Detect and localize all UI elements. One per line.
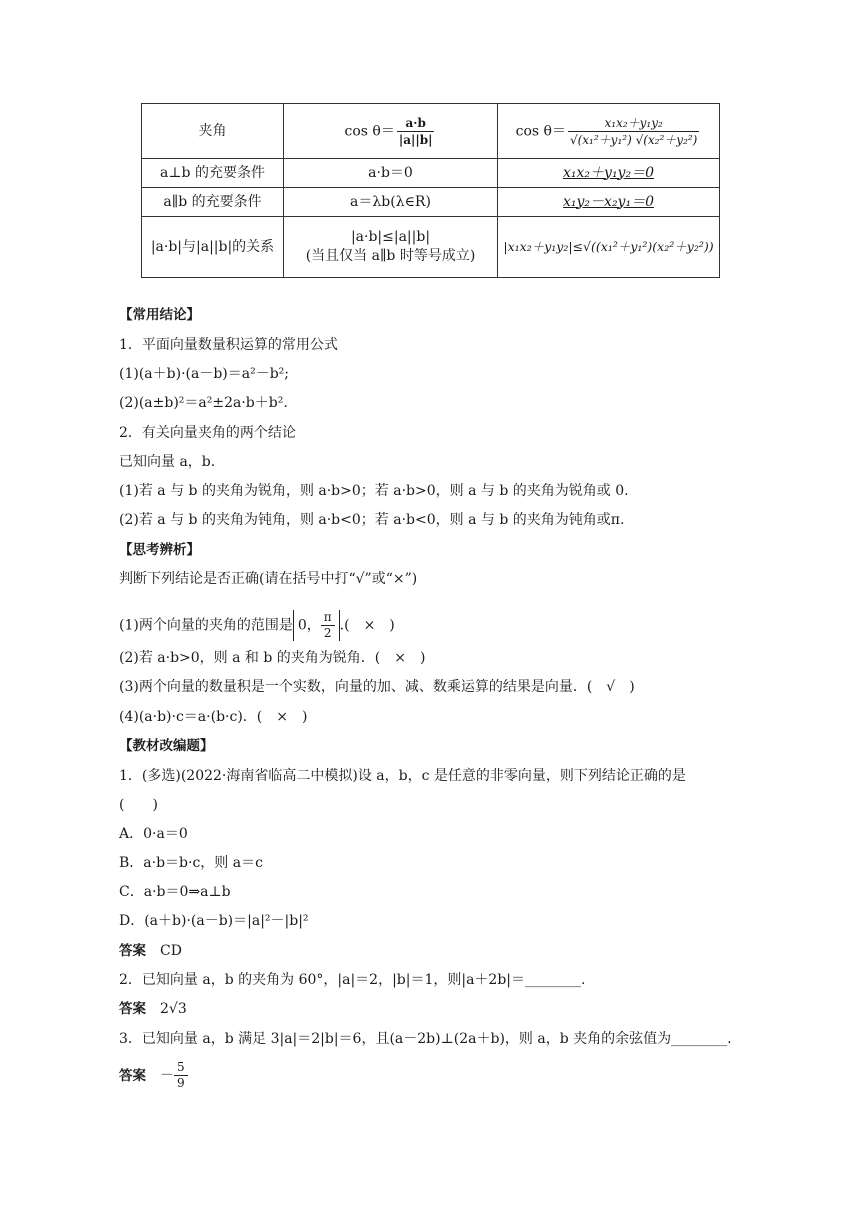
answer-line	[119, 1060, 188, 1091]
cell-text: 夹角	[198, 122, 227, 139]
text-line: 3．已知向量 a，b 满足 3|a|＝2|b|＝6，且(a－2b)⊥(2a＋b)，则 a，b 夹角的余弦值为________.	[119, 1031, 732, 1047]
text-line: (4)(a·b)·c＝a·(b·c)．( × )	[119, 709, 308, 725]
text-line: ( )	[119, 797, 158, 813]
fraction-denominator: 9	[177, 1076, 185, 1090]
text-fragment: (1)两个向量的夹角的范围是	[119, 617, 293, 634]
cell-text: a＝λb(λ∈R)	[350, 193, 431, 210]
text-fragment: 0，	[297, 617, 321, 634]
answer-value: CD	[160, 943, 182, 959]
answer-label: 答案	[119, 1001, 146, 1017]
fraction	[397, 115, 435, 148]
text-line: 1．(多选)(2022·海南省临高二中模拟)设 a，b，c 是任意的非零向量，则下列结论正确的是	[119, 768, 686, 784]
table-cell	[498, 217, 720, 278]
table-cell	[284, 159, 498, 188]
cell-text: x₁x₂＋y₁y₂＝0	[563, 164, 654, 181]
fraction-numerator: a·b	[397, 115, 435, 132]
cell-text: a∥b 的充要条件	[163, 193, 262, 210]
section-heading: 【思考辨析】	[119, 542, 200, 558]
fraction-denominator: √(x₁²＋y₁²) √(x₂²＋y₂²)	[569, 132, 698, 147]
text-line: 1．平面向量数量积运算的常用公式	[119, 337, 338, 353]
table-row	[142, 188, 720, 217]
fraction-denominator: 2	[323, 626, 332, 640]
fraction-numerator: 5	[174, 1060, 188, 1076]
answer-label: 答案	[119, 1067, 146, 1084]
table-row	[142, 104, 720, 159]
table-cell	[284, 217, 498, 278]
cell-text: a⊥b 的充要条件	[160, 164, 265, 181]
text-fragment: .( × )	[339, 617, 395, 634]
option-b: B．a·b＝b·c，则 a＝c	[119, 855, 263, 871]
table-row	[142, 159, 720, 188]
text-line: (2)若 a 与 b 的夹角为钝角，则 a·b<0；若 a·b<0，则 a 与 b 的夹角为钝角或π.	[119, 512, 625, 528]
text-line: (3)两个向量的数量积是一个实数，向量的加、减、数乘运算的结果是向量．( √ )	[119, 679, 635, 695]
text-line: 2．有关向量夹角的两个结论	[119, 425, 296, 441]
answer-sign: －	[160, 1067, 174, 1084]
table-cell	[142, 188, 284, 217]
table-row	[142, 217, 720, 278]
cell-text: (当且仅当 a∥b 时等号成立)	[305, 248, 476, 264]
answer-line	[119, 941, 182, 961]
section-heading: 【教材改编题】	[119, 738, 214, 754]
text-line: 2．已知向量 a，b 的夹角为 60°，|a|＝2，|b|＝1，则|a＋2b|＝________.	[119, 972, 586, 988]
cell-text: x₁y₂－x₂y₁＝0	[563, 193, 654, 210]
vector-formula-table	[141, 103, 720, 278]
table-cell	[142, 104, 284, 159]
answer-label: 答案	[119, 943, 146, 959]
answer-value: 2√3	[160, 1001, 187, 1017]
fraction	[174, 1060, 188, 1091]
cell-text: |a·b|与|a||b|的关系	[150, 238, 275, 255]
option-d: D．(a＋b)·(a－b)＝|a|²－|b|²	[119, 913, 309, 929]
table-cell	[142, 217, 284, 278]
option-a: A．0·a＝0	[119, 826, 188, 842]
answer-line	[119, 999, 187, 1019]
section-heading: 【常用结论】	[119, 307, 200, 323]
table-cell	[284, 104, 498, 159]
fraction-numerator: π	[321, 610, 335, 626]
text-line: (1)(a＋b)·(a－b)＝a²－b²;	[119, 366, 289, 382]
text-line: 判断下列结论是否正确(请在括号中打“√”或“×”)	[119, 571, 418, 587]
fraction	[321, 610, 335, 641]
text-line: (2)(a±b)²＝a²±2a·b＋b².	[119, 395, 288, 411]
text-line: (2)若 a·b>0，则 a 和 b 的夹角为锐角．( × )	[119, 650, 426, 666]
cell-text: |a·b|≤|a||b|	[350, 229, 431, 245]
fraction-denominator: |a||b|	[398, 132, 433, 147]
table-cell	[498, 104, 720, 159]
fraction-numerator: x₁x₂＋y₁y₂	[568, 115, 699, 132]
table-cell	[142, 159, 284, 188]
cell-text: cos θ＝	[344, 123, 395, 139]
cell-text: cos θ＝	[515, 123, 566, 139]
interval-bracket	[293, 610, 340, 641]
table-cell	[284, 188, 498, 217]
cell-text: a·b＝0	[368, 164, 413, 181]
option-c: C．a·b＝0⇒a⊥b	[119, 884, 231, 900]
table-cell	[498, 159, 720, 188]
table-cell	[498, 188, 720, 217]
cell-text: |x₁x₂＋y₁y₂|≤√((x₁²＋y₁²)(x₂²＋y₂²))	[503, 239, 714, 254]
text-line: 已知向量 a，b.	[119, 454, 216, 470]
fraction	[568, 115, 699, 148]
text-line: (1)若 a 与 b 的夹角为锐角，则 a·b>0；若 a·b>0，则 a 与 b 的夹角为锐角或 0.	[119, 483, 629, 499]
text-line	[119, 610, 395, 641]
